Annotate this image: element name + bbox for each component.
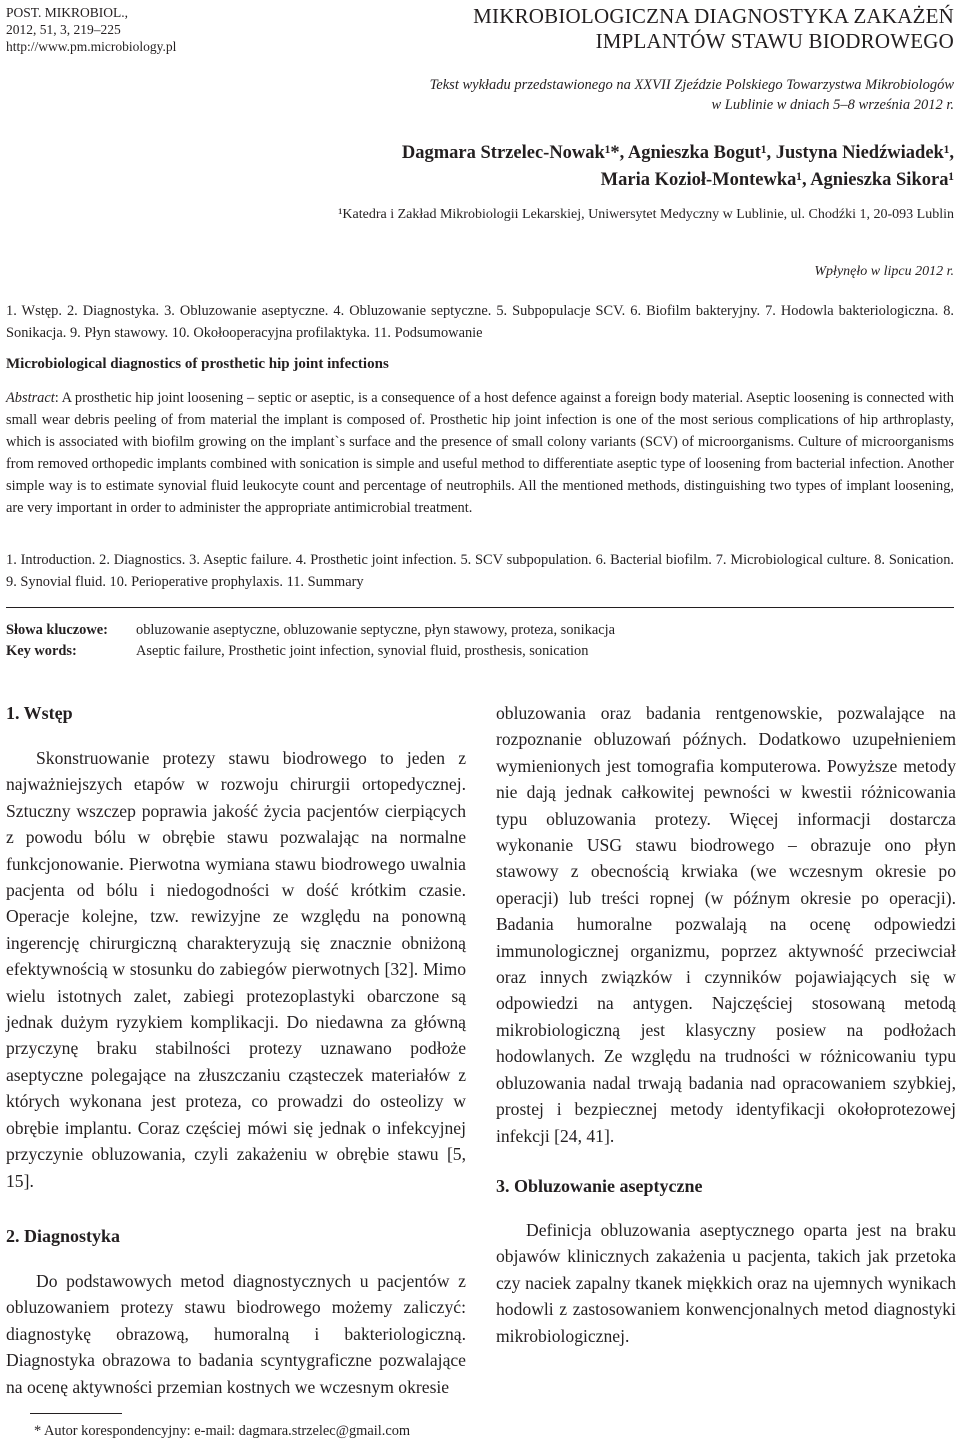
keywords-polish — [6, 620, 615, 641]
keywords-english-value: Aseptic failure, Prosthetic joint infection, synovial fluid, prosthesis, sonication — [136, 643, 589, 659]
author-list — [0, 140, 954, 194]
article-title — [360, 4, 954, 54]
received-date: Wpłynęło w lipcu 2012 r. — [814, 264, 954, 279]
keywords-polish-value: obluzowanie aseptyczne, obluzowanie septyczne, płyn stawowy, proteza, sonikacja — [136, 622, 615, 638]
contents-english: 1. Introduction. 2. Diagnostics. 3. Aseptic failure. 4. Prosthetic joint infection. 5. SCV subpopulation. 6. Bacterial biofilm. 7. Microbiological culture. 8. Sonication. 9. Synovial fluid. 10. Perioperative prophylaxis. 11. Summary — [6, 552, 954, 590]
lecture-note-line-2: w Lublinie w dniach 5–8 września 2012 r. — [711, 97, 954, 113]
journal-issue: 2012, 51, 3, 219–225 — [6, 22, 121, 37]
section-2-paragraph-continued: obluzowania oraz badania rentgenowskie, pozwalające na rozpoznanie obluzowań późnych. Dodatkowo uzupełnieniem wymienionych jest tomografia komputerowa. Powyższe metody nie dają jednak całkowitej pewności w kwestii różnicowania typu obluzowania protezy. Więcej informacji dostarcza wykonanie USG stawu biodrowego – obrazuje ono płyn stawowy z obecnością krwiaka (we wczesnym okresie po operacji) lub treści ropnej (w późnym okresie po operacji). Badania humoralne pozwalają na ocenę odpowiedzi immunologicznej organizmu, poprzez aktywność przeciwciał oraz innych związków i czynników pojawiających się w odpowiedzi na antygen. Najczęściej stosowaną metodą mikrobiologiczną jest klasyczny posiew na podłożach hodowlanych. Ze względu na trudności w różnicowaniu typu obluzowania nadal trwają badania nad opracowaniem szybkiej, prostej i bezpiecznej metody identyfikacji okołoprotezowej infekcji [24, 41]. — [496, 703, 956, 1146]
section-2-heading: 2. Diagnostyka — [6, 1225, 121, 1246]
left-column — [6, 700, 466, 1400]
section-3-heading: 3. Obluzowanie aseptyczne — [496, 1175, 703, 1196]
authors-line-1: Dagmara Strzelec-Nowak¹*, Agnieszka Bogut¹, Justyna Niedźwiadek¹, — [401, 143, 954, 163]
journal-reference — [6, 4, 176, 55]
journal-url: http://www.pm.microbiology.pl — [6, 39, 177, 54]
english-title: Microbiological diagnostics of prosthetic hip joint infections — [6, 356, 389, 372]
lecture-note — [430, 75, 954, 115]
right-column — [496, 700, 956, 1349]
section-1-heading: 1. Wstęp — [6, 703, 73, 723]
title-line-2: IMPLANTÓW STAWU BIODROWEGO — [595, 29, 954, 53]
footnote: * Autor korespondencyjny: e-mail: dagmara.strzelec@gmail.com — [34, 1423, 411, 1439]
abstract-label: Abstract — [6, 390, 55, 406]
keywords-block — [6, 620, 615, 662]
keywords-english-label: Key words: — [6, 643, 77, 659]
keywords-english — [6, 641, 615, 662]
abstract-text: : A prosthetic hip joint loosening – septic or aseptic, is a consequence of a host defence against a foreign body material. Aseptic loosening is connected with small wear debris peeling of from material the implant is composed of. Prosthetic hip joint infection is one of the most serious complications of hip arthroplasty, which is associated with biofilm growing on the implant`s surface and the presence of small colony variants (SCV) of microorganisms. Culture of microorganisms from removed orthopedic implants combined with sonication is simple and useful method to differentiate aseptic type of loosening from bacterial infection. Another simple way is to estimate synovial fluid leukocyte count and percentage of neutrophils. All the mentioned methods, distinguishing two types of implant loosening, are very important in order to administer the appropriate antimicrobial treatment. — [6, 390, 954, 516]
title-line-1: MIKROBIOLOGICZNA DIAGNOSTYKA ZAKAŻEŃ — [473, 4, 954, 28]
abstract — [6, 387, 954, 519]
divider — [6, 607, 954, 608]
footnote-divider — [30, 1413, 122, 1414]
journal-name: POST. MIKROBIOL., — [6, 5, 129, 20]
contents-polish: 1. Wstęp. 2. Diagnostyka. 3. Obluzowanie aseptyczne. 4. Obluzowanie septyczne. 5. Subpopulacje SCV. 6. Biofilm bakteryjny. 7. Hodowla bakteriologiczna. 8. Sonikacja. 9. Płyn stawowy. 10. Okołooperacyjna profilaktyka. 11. Podsumowanie — [6, 303, 954, 341]
lecture-note-line-1: Tekst wykładu przedstawionego na XXVII Zjeździe Polskiego Towarzystwa Mikrobiologów — [429, 77, 954, 93]
affiliation: ¹Katedra i Zakład Mikrobiologii Lekarskiej, Uniwersytet Medyczny w Lublinie, ul. Chodźki 1, 20-093 Lublin — [338, 207, 954, 222]
keywords-polish-label: Słowa kluczowe: — [6, 622, 108, 638]
section-2-paragraph: Do podstawowych metod diagnostycznych u pacjentów z obluzowaniem protezy stawu biodrowego możemy zaliczyć: diagnostykę obrazową, humoralną i bakteriologiczną. Diagnostyka obrazowa to badania scyntygraficzne pozwalające na ocenę aktywności przemian kostnych we wczesnym okresie — [6, 1270, 466, 1397]
section-1-paragraph: Skonstruowanie protezy stawu biodrowego to jeden z najważniejszych etapów w rozwoju chirurgii ortopedycznej. Sztuczny wszczep poprawia jakość życia pacjentów cierpiących z powodu bólu w obrębie stawu pozwalając na normalne funkcjonowanie. Pierwotna wymiana stawu biodrowego uwalnia pacjenta od bólu i niedogodności w dość krótkim czasie. Operacje kolejne, tzw. rewizyjne ze względu na ponowną ingerencję chirurgiczną charakteryzują się znacznie obniżoną efektywnością w stosunku do zabiegów pierwotnych [32]. Mimo wielu istotnych zalet, zabiegi protezoplastyki obarczone są jednak dużym ryzykiem komplikacji. Do niedawna za główną przyczynę braku stabilności protezy uznawano podłoże aseptyczne polegające na złuszczaniu cząsteczek materiałów z których wykonana jest proteza, co prowadzi do osteolizy w obrębie implantu. Coraz częściej mówi się jednak o infekcyjnej przyczynie obluzowania, czyli zakażeniu w obrębie stawu [5, 15]. — [6, 748, 466, 1191]
authors-line-2: Maria Kozioł-Montewka¹, Agnieszka Sikora¹ — [600, 170, 954, 190]
section-3-paragraph: Definicja obluzowania aseptycznego oparta jest na braku objawów klinicznych zakażenia u pacjenta, takich jak przetoka czy naciek zapalny tkanek miękkich oraz na ujemnych wynikach hodowli z zastosowaniem konwencjonalnych metod diagnostyki mikrobiologicznej. — [496, 1219, 956, 1346]
